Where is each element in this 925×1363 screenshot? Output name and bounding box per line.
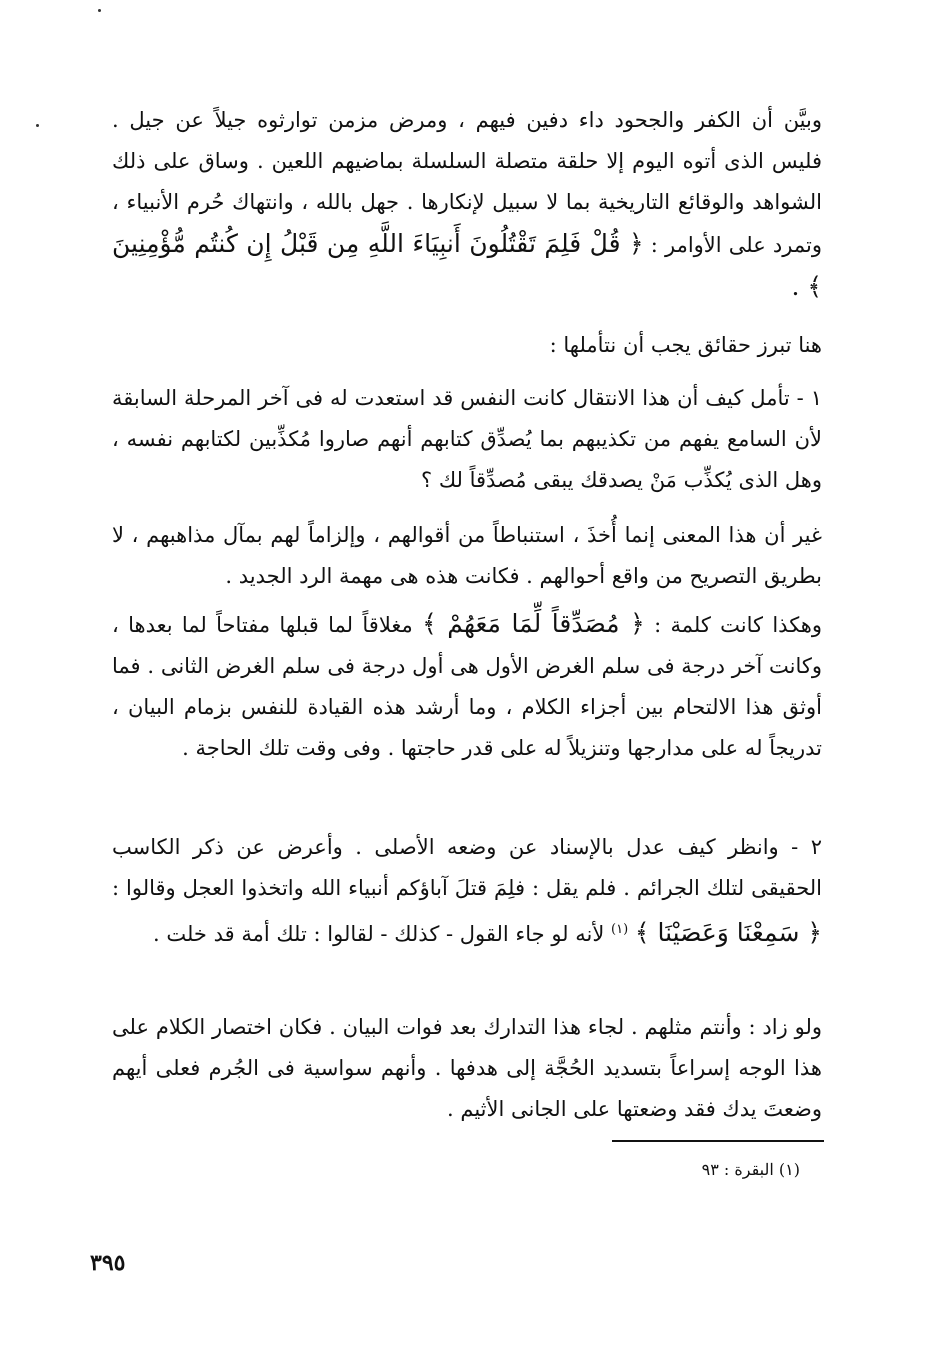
paragraph: غير أن هذا المعنى إنما أُخذَ ، استنباطاً من أقوالهم ، وإلزاماً لهم بمآل مذاهبهم ، لا بطريق التصريح من واقع أحوالهم . فكانت هذه هى مهمة الرد الجديد . <box>112 523 822 588</box>
paragraph: هنا تبرز حقائق يجب أن نتأملها : <box>549 333 822 357</box>
footnote-reference: (١) <box>611 922 629 937</box>
text-section-6 <box>112 827 822 955</box>
text-section-7 <box>112 1007 822 1130</box>
text-section-1 <box>112 100 822 309</box>
paragraph-text: لأنه لو جاء القول - كذلك - لقالوا : تلك أمة قد خلت . <box>153 922 605 946</box>
text-section-4 <box>112 515 822 597</box>
paragraph-text: مغلاقاً لما قبلها مفتاحاً لما بعدها ، وكانت آخر درجة فى سلم الغرض الأول هى أول درجة فى سلم الغرض الثانى . فما أوثق هذا الالتحام بين أجزاء الكلام ، وما أرشد هذه القيادة للنفس بزمام البيان ، تدريجاً له على مدارجها وتنزيلاً له على قدر حاجتها . وفى وقت تلك الحاجة . <box>112 613 822 760</box>
text-section-2 <box>112 325 822 366</box>
text-section-5 <box>112 603 822 769</box>
paragraph <box>112 827 822 955</box>
scan-speck <box>98 9 101 12</box>
text-section-3 <box>112 378 822 501</box>
paragraph-text: ٢ - وانظر كيف عدل بالإسناد عن وضعه الأصلى . وأعرض عن ذكر الكاسب الحقيقى لتلك الجرائم . فلم يقل : فلِمَ قتلَ آباؤكم أنبياء الله واتخذوا العجل وقالوا : <box>112 835 822 900</box>
paragraph <box>112 100 822 309</box>
paragraph: ١ - تأمل كيف أن هذا الانتقال كانت النفس قد استعدت له فى آخر المرحلة السابقة لأن السامع يفهم من تكذيبهم بما يُصدِّق كتابهم أنهم صاروا مُكذِّبين لكتابهم نفسه ، وهل الذى يُكذِّب مَنْ يصدقك يبقى مُصدِّقاً لك ؟ <box>112 386 822 492</box>
paragraph-text: وهكذا كانت كلمة : <box>654 613 823 637</box>
paragraph <box>112 603 822 769</box>
scan-speck <box>36 124 39 127</box>
paragraph: ولو زاد : وأنتم مثلهم . لجاء هذا التدارك بعد فوات البيان . فكان اختصار الكلام على هذا الوجه إسراعاً بتسديد الحُجَّة إلى هدفها . وأنهم سواسية فى الجُرم فعلى أيهم وضعتَ يدك فقد وضعتها على الجانى الأثيم . <box>112 1015 822 1121</box>
footnote-divider <box>612 1140 824 1142</box>
quran-verse: ﴿ قُلْ فَلِمَ تَقْتُلُونَ أَنبِيَاءَ اللَّهِ مِن قَبْلُ إِن كُنتُم مُّؤْمِنِينَ ﴾ . <box>112 229 822 301</box>
paragraph-text: وبيَّن أن الكفر والجحود داء دفين فيهم ، ومرض مزمن توارثوه جيلاً عن جيل . فليس الذى أتوه اليوم إلا حلقة متصلة السلسلة بماضيهم اللعين . وساق على ذلك الشواهد والوقائع التاريخية بما لا سبيل لإنكارها . جهل بالله ، وانتهاك حُرم الأنبياء ، وتمرد على الأوامر : <box>112 108 822 257</box>
quran-verse: ﴿ سَمِعْنَا وَعَصَيْنَا ﴾ <box>634 918 822 947</box>
footnote: (١) البقرة : ٩٣ <box>701 1160 800 1179</box>
quran-verse: ﴿ مُصَدِّقاً لِّمَا مَعَهُمْ ﴾ <box>422 609 645 638</box>
page-number: ٣٩٥ <box>90 1250 126 1276</box>
